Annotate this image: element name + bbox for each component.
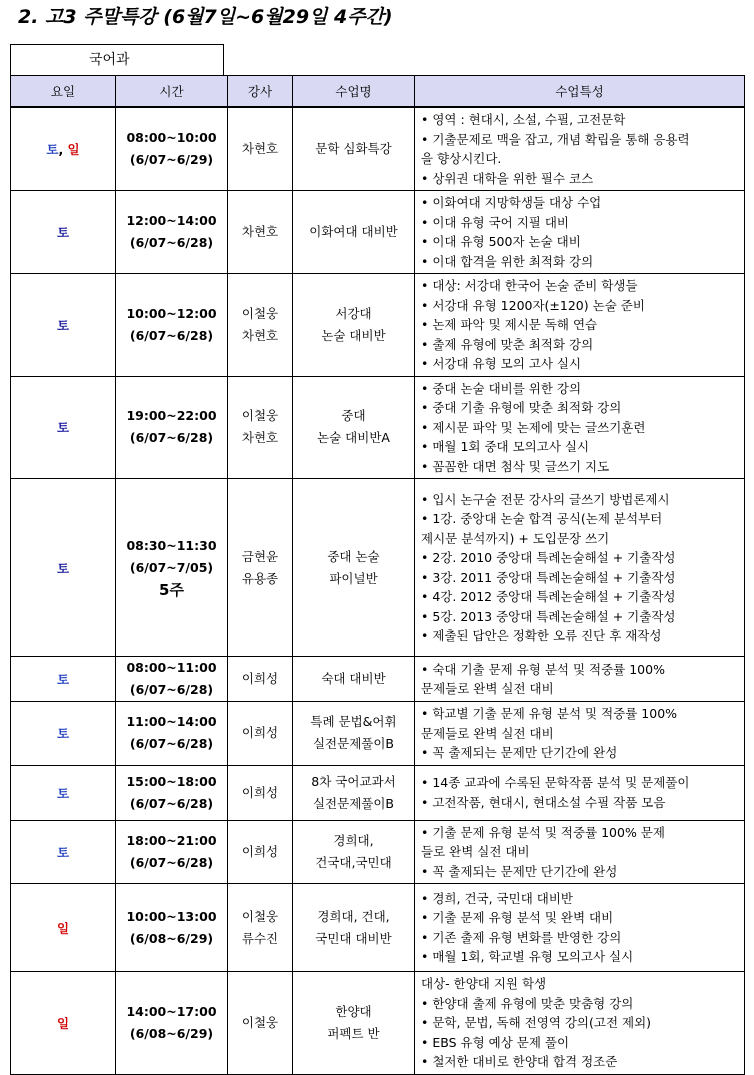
course-cell xyxy=(293,820,415,884)
instructor-cell xyxy=(228,479,293,657)
course-name-line: 서강대 xyxy=(335,305,372,321)
time-cell xyxy=(116,376,228,479)
feature-line: • 이대 유형 국어 지필 대비 xyxy=(421,214,569,230)
course-name-line: 특례 문법&어휘 xyxy=(310,714,397,730)
instructor-cell xyxy=(228,884,293,972)
course-name-line: 중대 논술 xyxy=(327,548,380,564)
date-range: (6/07~6/28) xyxy=(129,235,214,250)
feature-line: • 2강. 2010 중앙대 특례논술해설 + 기출작성 xyxy=(421,550,676,565)
time-cell xyxy=(116,657,228,702)
date-range: (6/07~6/28) xyxy=(129,854,214,870)
features-cell xyxy=(415,191,745,274)
day-text: 토 xyxy=(56,225,70,240)
course-name-line: 파이널반 xyxy=(329,570,378,586)
table-row xyxy=(11,972,745,1075)
time-cell xyxy=(116,191,228,274)
feature-line: • 문학, 문법, 독해 전영역 강의(고전 제외) xyxy=(421,1015,652,1030)
course-name-line: 실전문제풀이B xyxy=(312,795,395,811)
table-row xyxy=(11,376,745,479)
feature-line: • 이화여대 지망학생들 대상 수업 xyxy=(421,195,602,210)
course-cell xyxy=(293,191,415,274)
instructor-name: 유용종 xyxy=(241,570,279,586)
course-name-line: 실전문제풀이B xyxy=(312,736,395,752)
instructor-name: 이희성 xyxy=(241,784,279,800)
features-cell xyxy=(415,972,745,1075)
feature-line: • 5강. 2013 중앙대 특례논술해설 + 기출작성 xyxy=(421,608,676,624)
day-cell xyxy=(11,107,116,191)
column-header-course: 수업명 xyxy=(293,76,415,108)
time-range: 10:00~13:00 xyxy=(126,908,217,924)
feature-line: • 14종 교과에 수록된 문학작품 분석 및 문제풀이 xyxy=(421,775,690,790)
instructor-name: 이철웅 xyxy=(241,1014,279,1030)
course-name-line: 경희대, 건대, xyxy=(317,908,390,924)
column-header-day: 요일 xyxy=(11,76,116,108)
features-cell xyxy=(415,376,745,479)
feature-line: • 3강. 2011 중앙대 특례논술해설 + 기출작성 xyxy=(421,569,676,585)
page-heading: 2. 고3 주말특강 (6월7일~6월29일 4주간) xyxy=(18,6,393,28)
date-range: (6/07~6/28) xyxy=(129,327,214,343)
table-row xyxy=(11,191,745,274)
feature-line: • 철저한 대비로 한양대 합격 정조준 xyxy=(421,1054,618,1069)
column-header-instructor: 강사 xyxy=(228,76,293,108)
instructor-cell xyxy=(228,376,293,479)
day-text: 토 xyxy=(46,142,59,157)
feature-line: • 중대 기출 유형에 맞춘 최적화 강의 xyxy=(421,400,622,415)
day-cell xyxy=(11,376,116,479)
feature-line: • 1강. 중앙대 논술 합격 공식(논제 분석부터 xyxy=(421,511,663,526)
course-name-line: 숙대 대비반 xyxy=(321,671,386,686)
instructor-cell xyxy=(228,191,293,274)
table-row xyxy=(11,702,745,766)
day-text: 토 xyxy=(56,560,70,576)
time-range: 14:00~17:00 xyxy=(126,1003,217,1019)
feature-line: • 매월 1회, 학교별 유형 모의고사 실시 xyxy=(421,949,634,964)
day-text: 토 xyxy=(56,672,70,687)
instructor-name: 이철웅 xyxy=(241,908,279,924)
instructor-name: 이희성 xyxy=(241,671,279,686)
feature-line: • 기존 출제 유형 변화를 반영한 강의 xyxy=(421,929,622,945)
table-row xyxy=(11,479,745,657)
course-name-line: 건국대,국민대 xyxy=(315,854,392,870)
time-range: 18:00~21:00 xyxy=(126,832,217,848)
day-text: 일 xyxy=(56,920,70,936)
features-cell xyxy=(415,820,745,884)
course-name-line: 한양대 xyxy=(335,1003,372,1019)
instructor-cell xyxy=(228,107,293,191)
course-cell xyxy=(293,479,415,657)
course-name-line: 국민대 대비반 xyxy=(315,930,392,946)
department-label: 국어과 xyxy=(10,44,224,75)
time-cell xyxy=(116,765,228,820)
course-name-line: 논술 대비반A xyxy=(317,430,390,446)
time-range: 10:00~12:00 xyxy=(126,305,217,321)
feature-line: • 이대 유형 500자 논술 대비 xyxy=(421,234,581,249)
course-name-line: 중대 xyxy=(341,408,366,424)
day-cell xyxy=(11,657,116,702)
course-cell xyxy=(293,274,415,377)
day-cell xyxy=(11,820,116,884)
date-range: (6/07~6/28) xyxy=(129,682,214,697)
day-text: 일 xyxy=(67,142,80,157)
time-cell xyxy=(116,702,228,766)
course-name-line: 논술 대비반 xyxy=(321,327,386,343)
instructor-cell xyxy=(228,702,293,766)
feature-line: • 꼼꼼한 대면 첨삭 및 글쓰기 지도 xyxy=(421,458,610,474)
instructor-cell xyxy=(228,765,293,820)
day-text: 토 xyxy=(56,420,70,436)
feature-line: 제시문 분석까지) + 도입문장 쓰기 xyxy=(421,530,610,546)
feature-line: 문제들로 완벽 실전 대비 xyxy=(421,725,554,741)
date-range: (6/08~6/29) xyxy=(129,1025,214,1041)
time-cell xyxy=(116,479,228,657)
day-cell xyxy=(11,702,116,766)
features-cell xyxy=(415,657,745,702)
date-range: (6/07~6/28) xyxy=(129,430,214,446)
day-text: 일 xyxy=(56,1015,70,1031)
feature-line: • 고전작품, 현대시, 현대소설 수필 작품 모음 xyxy=(421,794,666,810)
day-cell xyxy=(11,191,116,274)
feature-line: • 제시문 파악 및 논제에 맞는 글쓰기훈련 xyxy=(421,419,646,435)
time-range: 08:00~10:00 xyxy=(126,130,217,145)
date-range: (6/07~6/28) xyxy=(129,795,214,811)
column-header-time: 시간 xyxy=(116,76,228,108)
table-row xyxy=(11,107,745,191)
feature-line: • 꼭 출제되는 문제만 단기간에 완성 xyxy=(421,745,618,760)
day-cell xyxy=(11,274,116,377)
course-cell xyxy=(293,972,415,1075)
feature-line: • 매월 1회 중대 모의고사 실시 xyxy=(421,439,590,454)
instructor-name: 차현호 xyxy=(241,224,279,239)
time-range: 08:00~11:00 xyxy=(126,660,217,675)
instructor-cell xyxy=(228,657,293,702)
feature-line: • 서강대 유형 1200자(±120) 논술 준비 xyxy=(421,297,645,313)
instructor-name: 이철웅 xyxy=(241,408,279,424)
course-name-line: 퍼펙트 반 xyxy=(327,1025,380,1041)
day-text: 토 xyxy=(56,726,70,742)
day-text: , xyxy=(58,142,68,157)
course-cell xyxy=(293,657,415,702)
course-name-line: 경희대, xyxy=(333,832,374,848)
feature-line: • 기출문제로 맥을 잡고, 개념 확립을 통해 응용력 xyxy=(421,131,690,147)
day-cell xyxy=(11,479,116,657)
feature-line: • 4강. 2012 중앙대 특례논술해설 + 기출작성 xyxy=(421,589,676,604)
instructor-name: 차현호 xyxy=(241,141,279,156)
feature-line: • 한양대 출제 유형에 맞춘 맞춤형 강의 xyxy=(421,995,634,1011)
feature-line: • 이대 합격을 위한 최적화 강의 xyxy=(421,253,594,269)
time-cell xyxy=(116,972,228,1075)
time-range: 19:00~22:00 xyxy=(126,408,217,424)
instructor-cell xyxy=(228,274,293,377)
time-range: 11:00~14:00 xyxy=(126,714,217,730)
time-range: 08:30~11:30 xyxy=(126,537,217,553)
feature-line: • 경희, 건국, 국민대 대비반 xyxy=(421,890,573,906)
course-cell xyxy=(293,765,415,820)
table-row xyxy=(11,274,745,377)
instructor-cell xyxy=(228,820,293,884)
time-range: 15:00~18:00 xyxy=(126,773,217,789)
day-text: 토 xyxy=(56,317,70,333)
day-cell xyxy=(11,765,116,820)
table-header-row xyxy=(11,76,745,108)
duration-weeks: 5주 xyxy=(159,580,184,599)
time-range: 12:00~14:00 xyxy=(126,213,217,228)
date-range: (6/07~6/28) xyxy=(129,736,214,752)
table-row xyxy=(11,657,745,702)
course-cell xyxy=(293,107,415,191)
day-cell xyxy=(11,972,116,1075)
instructor-cell xyxy=(228,972,293,1075)
schedule-table xyxy=(10,75,745,1075)
course-name-line: 이화여대 대비반 xyxy=(309,224,398,239)
features-cell xyxy=(415,884,745,972)
instructor-name: 차현호 xyxy=(241,430,279,446)
feature-line: • 서강대 유형 모의 고사 실시 xyxy=(421,356,582,371)
date-range: (6/08~6/29) xyxy=(129,930,214,946)
feature-line: 대상- 한양대 지원 학생 xyxy=(421,976,547,991)
time-cell xyxy=(116,884,228,972)
course-name-line: 8차 국어교과서 xyxy=(311,773,396,789)
feature-line: • 중대 논술 대비를 위한 강의 xyxy=(421,380,582,396)
date-range: (6/07~7/05) xyxy=(129,559,214,575)
feature-line: • 기출 문제 유형 분석 및 완벽 대비 xyxy=(421,910,614,925)
feature-line: • 숙대 기출 문제 유형 분석 및 적중률 100% xyxy=(421,661,665,677)
features-cell xyxy=(415,107,745,191)
feature-line: 문제들로 완벽 실전 대비 xyxy=(421,681,554,696)
course-name-line: 문학 심화특강 xyxy=(315,141,392,156)
time-cell xyxy=(116,107,228,191)
features-cell xyxy=(415,479,745,657)
date-range: (6/07~6/29) xyxy=(129,152,214,167)
day-text: 토 xyxy=(56,785,70,801)
feature-line: 을 향상시킨다. xyxy=(421,151,502,166)
feature-line: 들로 완벽 실전 대비 xyxy=(421,844,530,859)
day-text: 토 xyxy=(56,844,70,860)
time-cell xyxy=(116,820,228,884)
features-cell xyxy=(415,274,745,377)
features-cell xyxy=(415,765,745,820)
feature-line: • 입시 논구술 전문 강사의 글쓰기 방법론제시 xyxy=(421,491,670,507)
column-header-features: 수업특성 xyxy=(415,76,745,108)
instructor-name: 금현윤 xyxy=(241,548,279,564)
instructor-name: 류수진 xyxy=(241,930,279,946)
table-row xyxy=(11,765,745,820)
table-row xyxy=(11,820,745,884)
feature-line: • EBS 유형 예상 문제 풀이 xyxy=(421,1034,570,1050)
course-cell xyxy=(293,376,415,479)
feature-line: • 상위권 대학을 위한 필수 코스 xyxy=(421,170,594,186)
feature-line: • 기출 문제 유형 분석 및 적중률 100% 문제 xyxy=(421,824,665,840)
feature-line: • 영역 : 현대시, 소설, 수필, 고전문학 xyxy=(421,112,626,127)
instructor-name: 이희성 xyxy=(241,843,279,859)
feature-line: • 논제 파악 및 제시문 독해 연습 xyxy=(421,317,598,332)
course-cell xyxy=(293,702,415,766)
feature-line: • 대상: 서강대 한국어 논술 준비 학생들 xyxy=(421,278,638,293)
course-cell xyxy=(293,884,415,972)
instructor-name: 이희성 xyxy=(241,725,279,741)
feature-line: • 학교별 기출 문제 유형 분석 및 적중률 100% xyxy=(421,706,678,721)
time-cell xyxy=(116,274,228,377)
feature-line: • 제출된 답안은 정확한 오류 진단 후 재작성 xyxy=(421,628,662,643)
instructor-name: 차현호 xyxy=(241,327,279,343)
instructor-name: 이철웅 xyxy=(241,305,279,321)
feature-line: • 출제 유형에 맞춘 최적화 강의 xyxy=(421,336,594,352)
table-row xyxy=(11,884,745,972)
day-cell xyxy=(11,884,116,972)
feature-line: • 꼭 출제되는 문제만 단기간에 완성 xyxy=(421,863,618,879)
features-cell xyxy=(415,702,745,766)
